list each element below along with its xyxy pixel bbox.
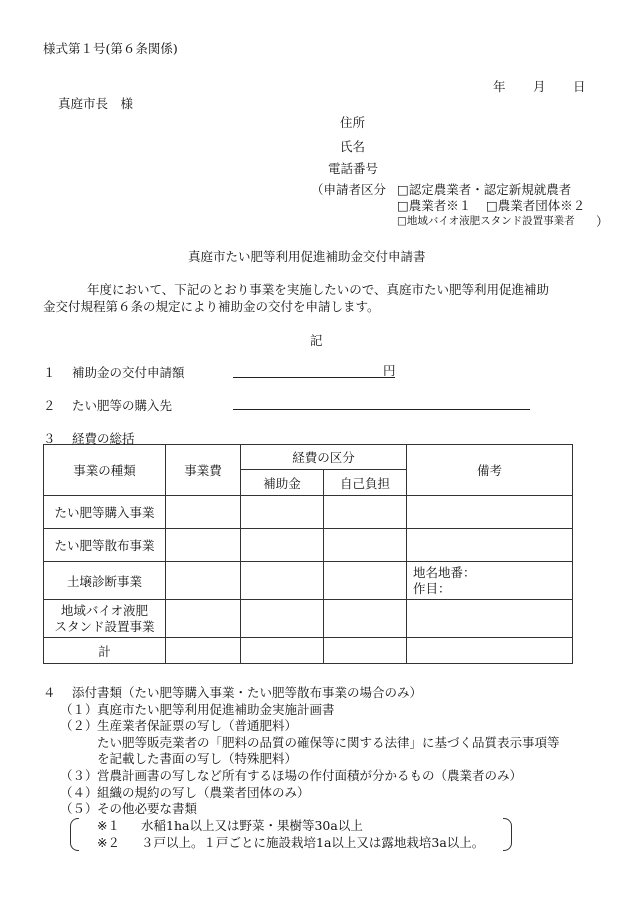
- cell-cost[interactable]: [166, 529, 241, 562]
- category-option-farmer-group[interactable]: □農業者団体※２: [486, 198, 586, 213]
- cell-cost[interactable]: [166, 496, 241, 529]
- attachment-num: （１）: [60, 702, 98, 717]
- item4-label: 添付書類（たい肥等購入事業・たい肥等散布事業の場合のみ）: [72, 685, 423, 700]
- note-bracket-right: [503, 818, 512, 851]
- category-close-paren: ）: [596, 214, 609, 229]
- document-title: 真庭市たい肥等利用促進補助金交付申請書: [188, 249, 426, 264]
- category-label: （申請者区分: [311, 182, 387, 197]
- row-type: たい肥等購入事業: [44, 496, 166, 529]
- table-row: [44, 529, 573, 562]
- cell-cost[interactable]: [166, 600, 241, 638]
- cell-subsidy[interactable]: [241, 529, 324, 562]
- attachment-num: （３）: [60, 768, 98, 783]
- category-option-farmer[interactable]: □農業者※１: [397, 198, 472, 213]
- cell-cost[interactable]: [166, 638, 241, 664]
- header-cost-division: 経費の区分: [241, 445, 407, 470]
- cell-subsidy[interactable]: [241, 562, 324, 600]
- item3-label: 経費の総括: [72, 431, 135, 446]
- phone-label: 電話番号: [328, 161, 379, 176]
- cell-self[interactable]: [324, 600, 407, 638]
- cell-self[interactable]: [324, 496, 407, 529]
- item4-number: ４: [43, 685, 56, 700]
- date-year-label: 年: [493, 79, 506, 94]
- name-label: 氏名: [340, 139, 366, 154]
- cost-summary-table: [43, 444, 573, 664]
- item1-label: 補助金の交付申請額: [72, 365, 185, 380]
- row-type-line-1: 地域バイオ液肥: [60, 602, 149, 618]
- attachment-text: 営農計画書の写しなど所有するほ場の作付面積が分かるもの（農業者のみ）: [97, 768, 523, 783]
- row-type: 土壌診断事業: [44, 562, 166, 600]
- address-label: 住所: [340, 115, 366, 130]
- table-row: [44, 638, 573, 664]
- table-row: [44, 600, 573, 638]
- ki-heading: 記: [310, 333, 323, 348]
- attachment-subtext: を記載した書面の写し（特殊肥料）: [97, 751, 298, 766]
- attachment-num: （５）: [60, 801, 98, 816]
- cell-self[interactable]: [324, 562, 407, 600]
- item2-number: ２: [43, 398, 56, 413]
- form-number: 様式第１号(第６条関係): [43, 41, 178, 56]
- row-total: 計: [44, 638, 166, 664]
- header-remarks: 備考: [407, 445, 573, 496]
- cell-remarks[interactable]: [407, 638, 573, 664]
- cell-cost[interactable]: [166, 562, 241, 600]
- cell-subsidy[interactable]: [241, 600, 324, 638]
- item1-amount-line[interactable]: [233, 377, 395, 378]
- attachment-text: 生産業者保証票の写し（普通肥料）: [97, 718, 298, 733]
- attachment-num: （２）: [60, 718, 98, 733]
- note-text: 水稲1ha以上又は野菜・果樹等30a以上: [141, 818, 363, 833]
- header-subsidy: 補助金: [241, 470, 324, 496]
- table-row: [44, 562, 573, 600]
- date-month-label: 月: [533, 79, 546, 94]
- remark-crop: 作目：: [413, 580, 451, 596]
- addressee: 真庭市長 様: [58, 96, 134, 111]
- cell-remarks[interactable]: [407, 529, 573, 562]
- cell-remarks[interactable]: [407, 600, 573, 638]
- cell-remarks[interactable]: [407, 562, 573, 600]
- item2-supplier-line[interactable]: [233, 409, 530, 410]
- cell-remarks[interactable]: [407, 496, 573, 529]
- note-text: ３戸以上。１戸ごとに施設栽培1a以上又は露地栽培3a以上。: [141, 835, 485, 850]
- cell-subsidy[interactable]: [241, 638, 324, 664]
- body-text-line-2: 金交付規程第６条の規定により補助金の交付を申請します。: [43, 299, 380, 314]
- item1-number: １: [43, 365, 56, 380]
- note-mark: ※１: [97, 818, 120, 833]
- body-text-line-1: 年度において、下記のとおり事業を実施したいので、真庭市たい肥等利用促進補助: [87, 282, 550, 297]
- row-type: [44, 600, 166, 638]
- item1-unit: 円: [383, 363, 396, 378]
- attachment-text: その他必要な書類: [97, 801, 198, 816]
- attachment-subtext: たい肥等販売業者の「肥料の品質の確保等に関する法律」に基づく品質表示事項等: [97, 735, 560, 750]
- attachment-num: （４）: [60, 785, 98, 800]
- attachment-text: 真庭市たい肥等利用促進補助金実施計画書: [97, 702, 335, 717]
- item3-number: ３: [43, 431, 56, 446]
- row-type-line-2: スタンド設置事業: [54, 618, 155, 634]
- table-row: [44, 496, 573, 529]
- cell-self[interactable]: [324, 529, 407, 562]
- note-bracket-left: [70, 818, 79, 851]
- cell-self[interactable]: [324, 638, 407, 664]
- cell-subsidy[interactable]: [241, 496, 324, 529]
- note-mark: ※２: [97, 835, 120, 850]
- row-type: たい肥等散布事業: [44, 529, 166, 562]
- date-day-label: 日: [573, 79, 586, 94]
- item2-label: たい肥等の購入先: [72, 398, 173, 413]
- remark-location: 地名地番：: [413, 564, 476, 580]
- attachment-text: 組織の規約の写し（農業者団体のみ）: [97, 785, 310, 800]
- header-business-cost: 事業費: [166, 445, 241, 496]
- category-option-certified[interactable]: □認定農業者・認定新規就農者: [397, 182, 572, 197]
- category-option-biofertilizer[interactable]: □地域バイオ液肥スタンド設置事業者: [397, 215, 575, 227]
- header-business-type: 事業の種類: [44, 445, 166, 496]
- header-self-burden: 自己負担: [324, 470, 407, 496]
